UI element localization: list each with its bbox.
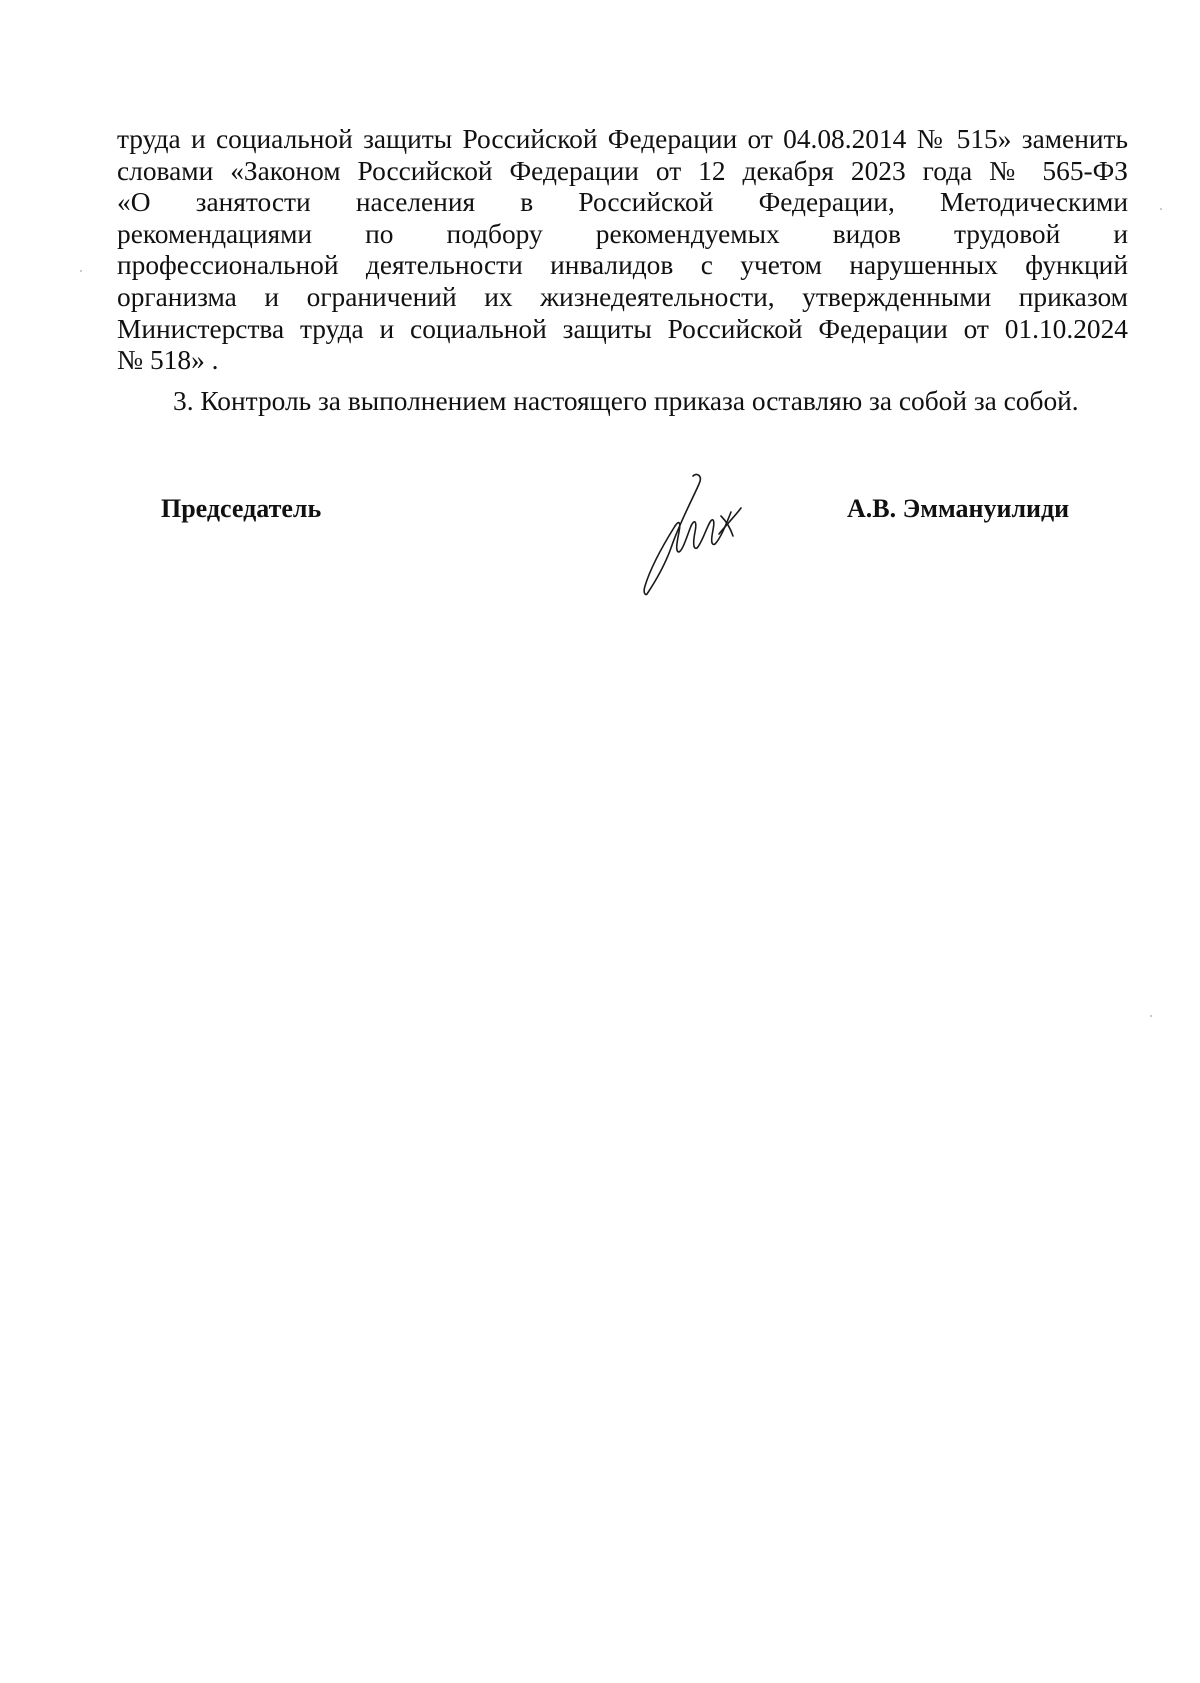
- scan-speck: [1150, 1015, 1152, 1017]
- signatory-name: А.В. Эммануилиди: [847, 494, 1070, 523]
- body-line-2: словами «Законом Российской Федерации от 12 декабря 2023 года № 565-ФЗ: [117, 155, 1128, 186]
- body-line-1: труда и социальной защиты Российской Федерации от 04.08.2014 № 515» заменить: [117, 124, 1128, 154]
- body-line-3: «О занятости населения в Российской Федерации, Методическими: [117, 187, 1128, 218]
- paragraph-3: 3. Контроль за выполнением настоящего приказа оставляю за собой за собой.: [173, 386, 1079, 416]
- body-line-7: Министерства труда и социальной защиты Российской Федерации от 01.10.2024: [117, 313, 1128, 344]
- signatory-role: Председатель: [161, 494, 322, 523]
- handwritten-signature: [635, 470, 755, 600]
- body-line-5: профессиональной деятельности инвалидов с учетом нарушенных функций: [117, 250, 1128, 281]
- scan-speck: [1160, 208, 1162, 210]
- body-line-4: рекомендациями по подбору рекомендуемых видов трудовой и: [117, 218, 1128, 249]
- body-line-6: организма и ограничений их жизнедеятельности, утвержденными приказом: [117, 281, 1128, 312]
- body-text: [117, 124, 1128, 377]
- body-line-8: № 518» .: [117, 345, 219, 376]
- scan-speck: [80, 270, 82, 272]
